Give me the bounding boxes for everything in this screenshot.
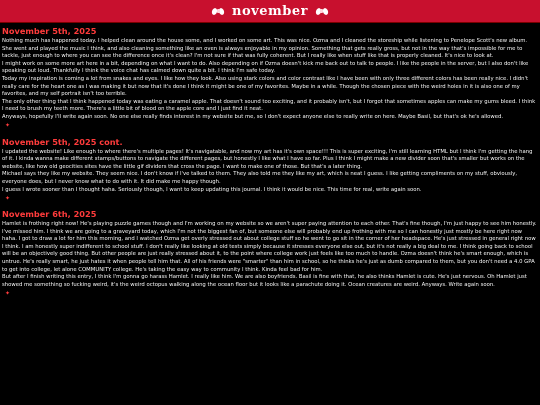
divider <box>2 194 538 203</box>
entry-paragraph: Nothing much has happened today. I helped clean around the house some, and I worked on some art. This was nice. Ozma and I cleaned the storeship while listening to Penelope Scott's new album. She went and played the music I think, and also cleaning something like an oven is always enjoyable in my opinion. Something that gets really gross, but not in the way that's impossible for me to tackle, just enough to where you can see the difference once it's clean? I'm not sure if that was fully coherent. But I really like when stuff like that is properly cleaned. It's nice to look at. <box>2 38 528 60</box>
journal <box>0 23 540 298</box>
journal-entry <box>2 137 538 204</box>
sparkle-icon: ✦ <box>5 122 11 130</box>
bow-icon <box>316 7 328 16</box>
entry-paragraph: Michael says they like my website. They seem nice. I don't know if I've talked to them. They also told me they like my art, which is neat I guess. I like getting compliments on my stuff, obviously, everyone does, but I never know what to do with it. It did make me happy though. <box>2 171 518 185</box>
sparkle-icon: ✦ <box>5 194 11 202</box>
bow-icon <box>212 7 224 16</box>
entry-paragraph: But after I finish writing this entry, I think I'm gonna go harass Hamlet. I really like him. We are also boyfriends. Basil is fine with that, he also thinks Hamlet is cute. He's just nervous. Oh Hamlet just showed me something so fucking weird, it's the weird octopus walking along the ocean floor but it looks like a parachute doing it. Ocean creatures are weird. Anyways. Write again soon. <box>2 274 527 288</box>
entry-title: November 5th, 2025 <box>2 26 97 36</box>
entry-paragraph: Anyways, hopefully I'll write again soon. No one else really finds interest in my website but me, so I don't expect anyone else to really write on here. Maybe Basil, but that's ok he's allowed. <box>2 113 504 120</box>
entry-title: November 5th, 2025 cont. <box>2 136 123 147</box>
sparkle-icon: ✦ <box>5 289 11 297</box>
divider <box>2 289 538 298</box>
entry-paragraph: Hamlet is frothing right now! He's playing puzzle games though and I'm working on my website so we aren't super paying attention to each other. That's fine though, I'm just happy to see him honestly. I've missed him. I think we are going to a graveyard today, which I'm not the biggest fan of, but someone else will probably end up frothing with me so I can honestly just mostly be here right now haha. I got to draw a lot for him this morning, and I watched Ozma get overly stressed out about college stuff so he went to go sit in the corner of her headspace. He's just stressed in general right now I think. I am honestly super indifferent to school stuff. I don't really like looking at old tests simply because it stresses everyone else out, but it's not really a big deal to me. I think going back to school will be an objectively good thing. But other people are just really stressed about it, to the point where college work just feels like too much to handle. Ozma doesn't think he's smart enough, which is untrue. He's really smart, he just hates it when people tell him that. All of his friends were "smarter" than him in school, so he thinks he's just as dumb compared to them, but you don't need a 4.0 GPA to get into college, let alone COMMUNITY college. He's taking the easy way to community I think. Kinda feel bad for him. <box>2 221 537 273</box>
entry-paragraph: Today my inspiration is coming a lot from snakes and eyes. I like how they look. Also using stark colors and color contrast like I have been with only three different colors has been really nice. I didn't really care for the heart one as I was making it but now that it's done I think it might be one of my favorites. Maybe in a while. Though the chosen piece with the weird holes in it is also one of my favorites, and my self portrait isn't too terrible. <box>2 75 529 98</box>
entry-paragraph: The only other thing that I think happened today was eating a caramel apple. That doesn't sound too exciting, and it probably isn't, but I forgot that sometimes apples can make my gums bleed. I think I need to brush my teeth more. There's a little bit of blood on the apple core and I just find it neat. <box>2 98 536 113</box>
entry-paragraph: I guess I wrote sooner than I thought haha. Seriously though, I want to keep updating this journal. I think it would be nice. This time for real, write again soon. <box>2 186 422 193</box>
journal-entry <box>2 26 538 131</box>
entry-paragraph: I updated the website! Like enough to where there's multiple pages! It's navigatable, and now my art has it's own space!!! This is super exciting, I'm still learning HTML but I think I'm getting the hang of it. I kinda wanna make different stamps/buttons to navigate the different pages, but honestly I like what I have so far. Plus I think I might make a new divider soon that's smaller but works on the website, like how old geocities sites have the little gif dividers that cross the page. I want to make one of those. But that's a later thing. <box>2 148 533 170</box>
page-title: november <box>232 3 308 19</box>
journal-entry <box>2 209 538 298</box>
entry-title: November 6th, 2025 <box>2 209 97 220</box>
page-header <box>0 0 540 23</box>
entry-paragraph: I might work on some more art here in a bit, depending on what I want to do. Also depending on if Ozma doesn't kick me back out to talk to people. I like the people in the server, but I also don't like speaking out loud. Thankfully I think the voice chat has calmed down quite a bit. I think I'm safe today. <box>2 60 529 75</box>
divider <box>2 122 538 131</box>
